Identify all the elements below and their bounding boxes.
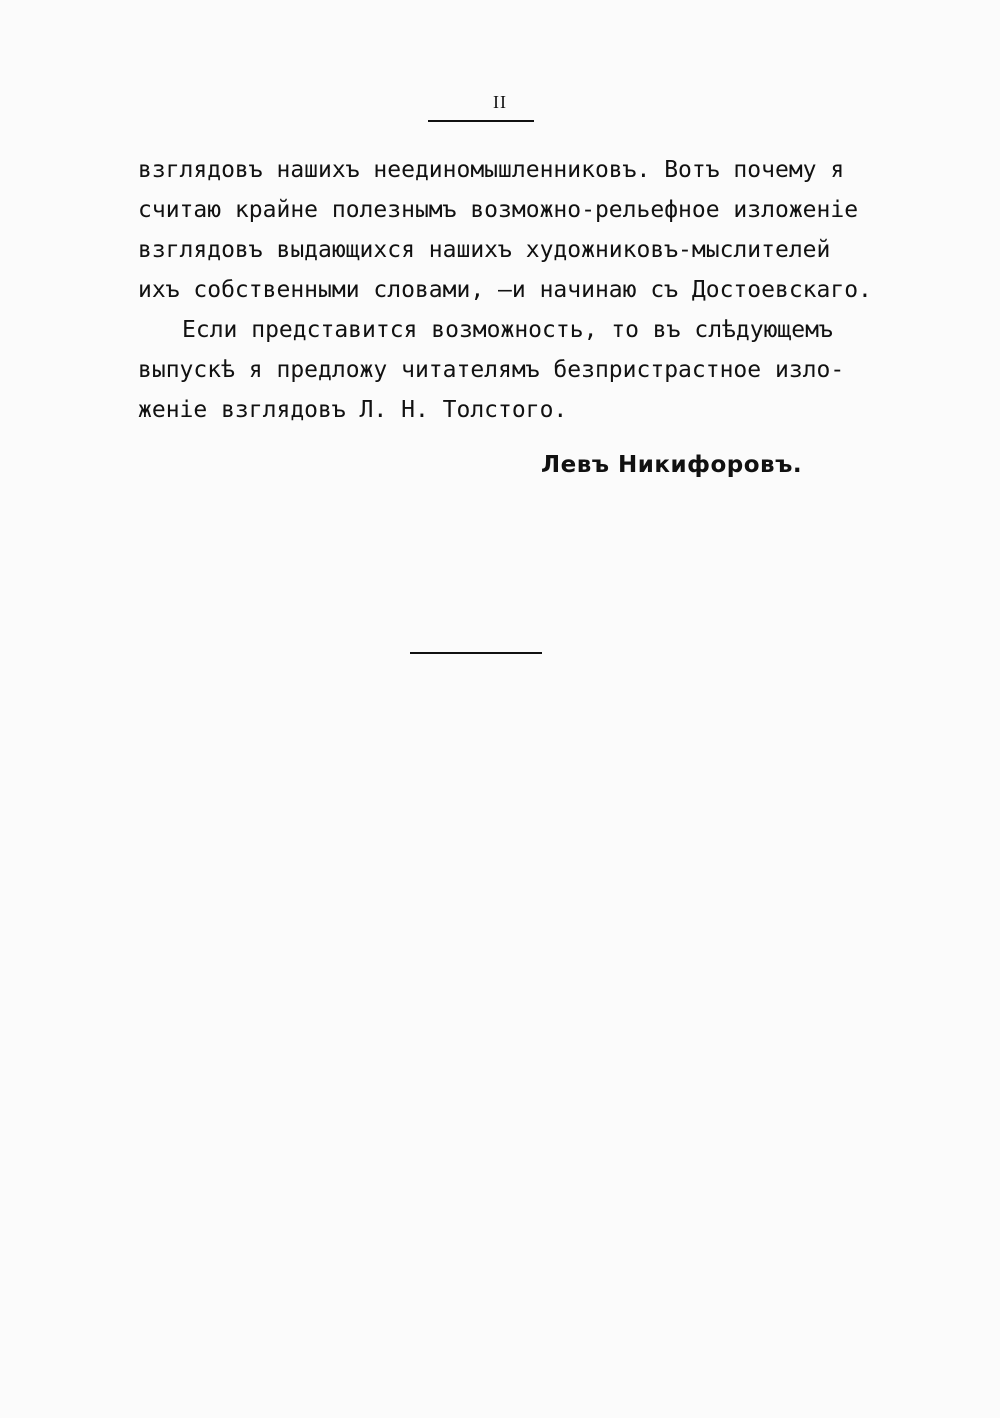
text-line: взглядовъ нашихъ неединомышленниковъ. Вотъ почему я	[138, 157, 845, 183]
text-line: считаю крайне полезнымъ возможно-рельефное изложенiе	[138, 197, 859, 223]
author-signature: Левъ Никифоровъ.	[541, 452, 803, 478]
page-number: II	[493, 92, 507, 112]
closing-rule	[410, 652, 542, 654]
text-line: женiе взглядовъ Л. Н. Толстого.	[138, 397, 568, 423]
text-line: выпускѣ я предложу читателямъ безпристрастное изло-	[138, 357, 845, 383]
text-line: Если представится возможность, то въ слѣдующемъ	[182, 317, 833, 343]
text-line: ихъ собственными словами, —и начинаю съ Достоевскаго.	[138, 277, 872, 303]
text-line: взглядовъ выдающихся нашихъ художниковъ-мыслителей	[138, 237, 831, 263]
body-text	[138, 150, 872, 430]
paragraph-1	[138, 150, 872, 310]
paragraph-2	[138, 310, 845, 430]
header-rule	[428, 120, 534, 122]
